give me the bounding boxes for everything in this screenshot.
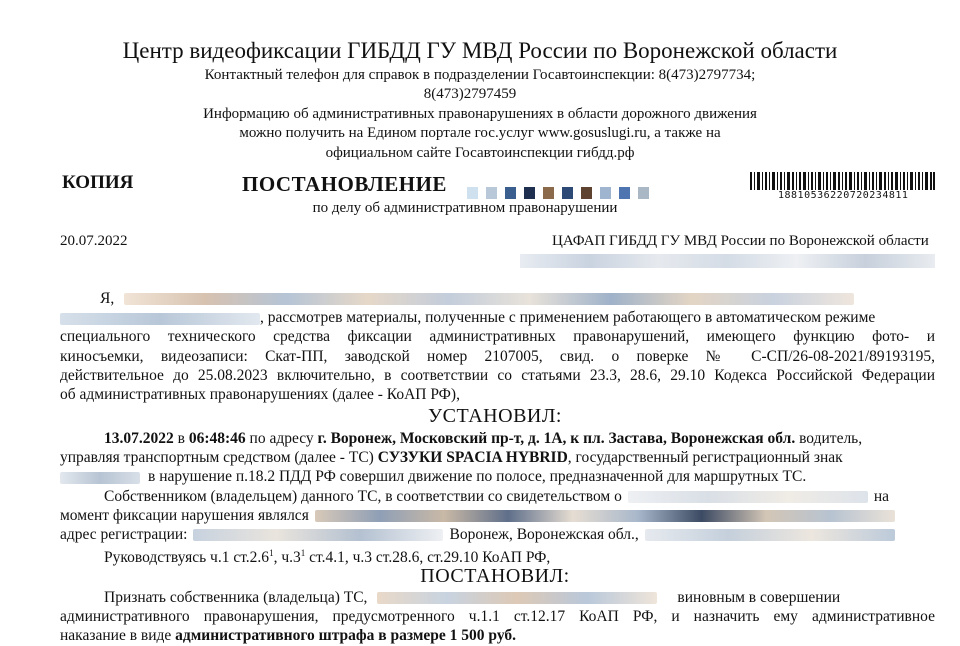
established-line-7: Руководствуясь ч.1 ст.2.6$^1$, $ч.3^1$ ст.4.1, ч.3 ст.28.6, ст.29.10 КоАП РФ,	[104, 548, 551, 567]
established-line-4: Собственником (владельцем) данного ТС, в соответствии со свидетельством о на	[104, 487, 890, 505]
established-paragraph	[60, 429, 935, 568]
document-date: 20.07.2022	[60, 233, 128, 249]
redacted-org-address	[520, 254, 935, 268]
intro-line-3: специального технического средства фиксации административных правонарушений, имеющего функцию фото- и	[60, 328, 935, 346]
barcode	[750, 172, 935, 190]
document-title-text: ПОСТАНОВЛЕНИЕ	[242, 172, 447, 196]
resolved-line-2: административного правонарушения, предусмотренного ч.1.1 ст.12.17 КоАП РФ, и назначить ему административное	[60, 608, 935, 626]
center-title: Центр видеофиксации ГИБДД ГУ МВД России по Воронежской области	[122, 38, 838, 63]
intro-line-5: действительное до 25.08.2023 включительно, в соответствии со статьями 23.3, 28.6, 29.10 Кодекса Российской Федерации	[60, 366, 935, 384]
resolved-heading: ПОСТАНОВИЛ:	[420, 565, 570, 587]
copy-label: КОПИЯ	[62, 172, 134, 193]
established-line-3: в нарушение п.18.2 ПДД РФ совершил движение по полосе, предназначенной для маршрутных ТС.	[60, 467, 935, 486]
document-subtitle: по делу об административном правонарушении	[312, 200, 618, 216]
intro-line-6: об административных правонарушениях (далее - КоАП РФ),	[60, 386, 460, 404]
info-line-2: можно получить на Едином портале гос.услуг www.gosuslugi.ru, а также на	[239, 125, 721, 141]
established-line-2: управляя транспортным средством (далее - ТС) СУЗУКИ SPACIA HYBRID, государственный регистрационный знак	[60, 449, 843, 467]
barcode-number: 18810536220720234811	[778, 190, 909, 201]
intro-line-2: , рассмотрев материалы, полученные с применением работающего в автоматическом режиме	[60, 308, 935, 327]
intro-line-1: Я,	[60, 289, 935, 308]
contact-phone-line-2: 8(473)2797459	[423, 86, 517, 102]
issuing-organization: ЦАФАП ГИБДД ГУ МВД России по Воронежской области	[552, 233, 929, 249]
redacted-number	[467, 180, 657, 192]
document-title	[242, 172, 657, 197]
established-line-6: адрес регистрации: Воронеж, Воронежская обл.,	[60, 525, 935, 544]
resolved-paragraph	[60, 588, 935, 646]
intro-paragraph	[60, 289, 935, 404]
resolved-line-1: Признать собственника (владельца) ТС, виновным в совершении	[104, 589, 841, 606]
resolved-line-3: наказание в виде административного штрафа в размере 1 500 руб.	[60, 627, 517, 645]
established-line-5: момент фиксации нарушения являлся	[60, 506, 935, 525]
contact-phone-line: Контактный телефон для справок в подразделении Госавтоинспекции: 8(473)2797734;	[204, 67, 756, 83]
info-line-1: Информацию об административных правонарушениях в области дорожного движения	[203, 106, 757, 122]
info-line-3: официальном сайте Госавтоинспекции гибдд.рф	[325, 145, 635, 161]
intro-line-4: киносъемки, видеозаписи: Скат-ПП, заводской номер 2107005, свид. о поверке № С-СП/26-08-2021/89193195,	[60, 347, 935, 365]
established-heading: УСТАНОВИЛ:	[428, 405, 562, 427]
established-line-1: 13.07.2022 в 06:48:46 по адресу г. Воронеж, Московский пр-т, д. 1А, к пл. Застава, Воронежская обл. водитель,	[104, 430, 863, 447]
